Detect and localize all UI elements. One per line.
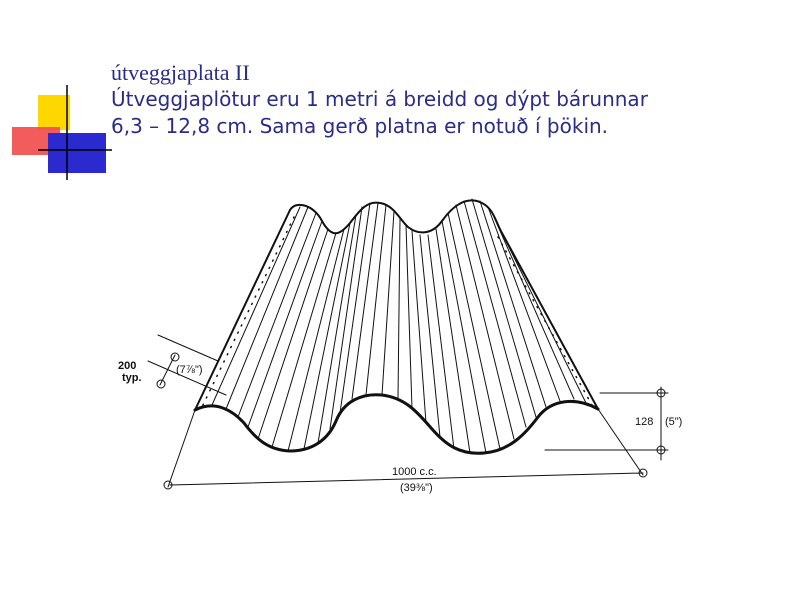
blue-square [48, 133, 106, 173]
panel-fastener-marks [202, 217, 592, 407]
pitch-typ-label: typ. [122, 372, 142, 384]
width-imperial-label: (39⅜") [400, 482, 433, 494]
panel-left-edge [195, 210, 290, 410]
depth-value-label: 128 [635, 416, 654, 428]
slide-body-line-1: Útveggjaplötur eru 1 metri á breidd og dýpt bárunnar [111, 87, 648, 111]
width-value-label: 1000 c.c. [392, 466, 437, 478]
slide-text [111, 60, 791, 140]
depth-imperial-label: (5") [665, 416, 683, 428]
panel-top-edge [290, 200, 502, 233]
panel-right-edge [502, 233, 598, 409]
panel-bottom-edge [195, 395, 598, 454]
slide-body-line-2: 6,3 – 12,8 cm. Sama gerð platna er notuð í þökin. [111, 114, 609, 138]
corrugated-panel-drawing [100, 195, 720, 515]
pitch-value-label: 200 [118, 360, 137, 372]
decorative-squares [0, 0, 120, 190]
panel-rib-lines [212, 199, 586, 453]
slide-title: útveggjaplata II [111, 60, 250, 85]
pitch-imperial-label: (7⅞") [176, 364, 203, 376]
yellow-square [38, 95, 70, 130]
